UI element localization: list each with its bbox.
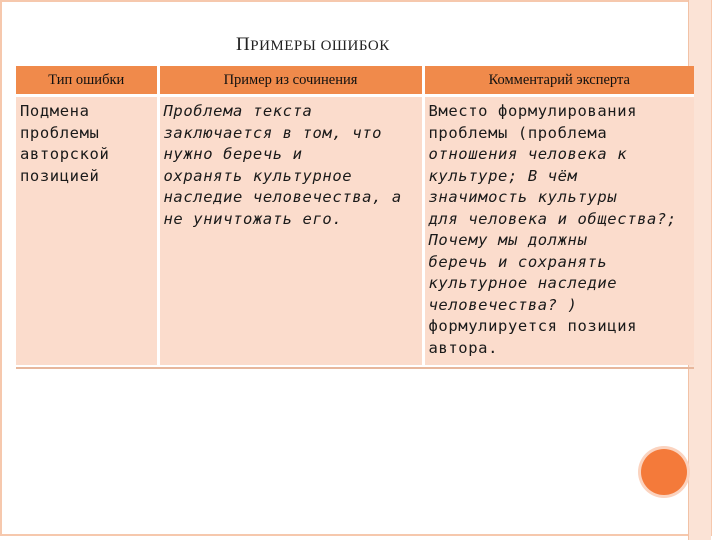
cell-error-type xyxy=(16,96,158,366)
type-line: проблемы xyxy=(20,123,100,142)
comment-line: культурное наследие xyxy=(428,274,618,292)
header-expert-comment: Комментарий эксперта xyxy=(423,66,694,96)
comment-line: человечества? ) xyxy=(428,295,578,314)
comment-line: отношения человека к xyxy=(428,145,628,163)
comment-line: формулируется позиция xyxy=(428,317,638,335)
type-line: позицией xyxy=(20,166,100,185)
comment-line: проблемы (проблема xyxy=(428,123,608,142)
comment-line: беречь и сохранять xyxy=(428,252,608,271)
comment-line: культуре; В чём xyxy=(428,166,578,185)
cell-essay-example xyxy=(158,96,423,366)
slide-title-rest: РИМЕРЫ ОШИБОК xyxy=(250,38,390,54)
example-line: охранять культурное xyxy=(163,166,353,185)
slide-title-cap: П xyxy=(236,34,251,55)
header-error-type: Тип ошибки xyxy=(16,66,158,96)
comment-line: значимость культуры xyxy=(428,188,618,206)
table-row xyxy=(16,96,694,366)
example-line: нужно беречь и xyxy=(163,145,303,163)
type-line: Подмена xyxy=(20,102,90,120)
comment-line: автора. xyxy=(428,338,499,357)
header-essay-example: Пример из сочинения xyxy=(158,66,423,96)
table-bottom-divider xyxy=(16,367,694,369)
slide-title xyxy=(236,34,536,56)
comment-line: Почему мы должны xyxy=(428,231,588,249)
comment-line: Вместо формулирования xyxy=(428,102,638,120)
cell-expert-comment xyxy=(423,96,694,366)
type-line: авторской xyxy=(20,145,110,163)
example-line: не уничтожать его. xyxy=(163,209,343,228)
example-line: заключается в том, что xyxy=(163,123,382,142)
decorative-circle xyxy=(641,449,687,495)
errors-table xyxy=(16,66,694,365)
comment-line: для человека и общества?; xyxy=(428,209,677,228)
example-line: наследие человечества, а xyxy=(163,188,402,206)
table-header-row xyxy=(16,66,694,96)
example-line: Проблема текста xyxy=(163,102,313,120)
